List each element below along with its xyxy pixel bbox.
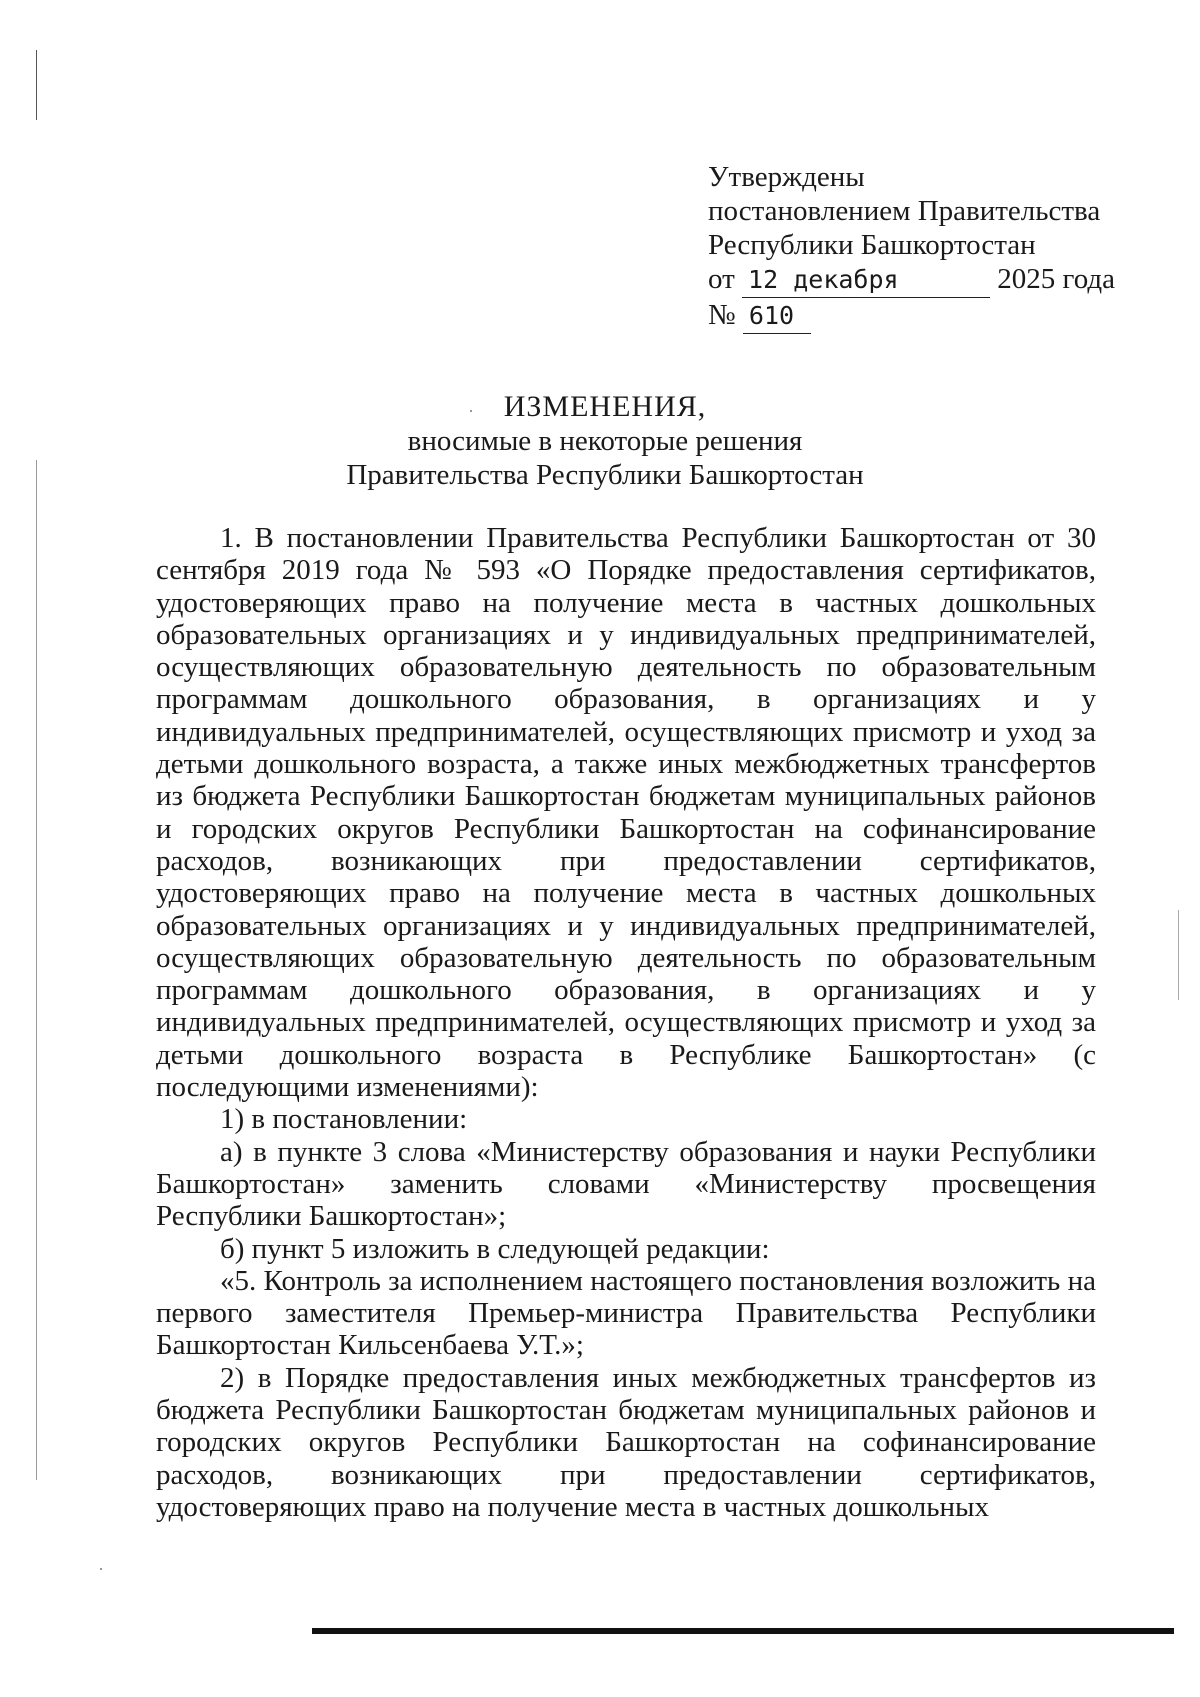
paragraph: б) пункт 5 изложить в следующей редакции: <box>220 1232 770 1265</box>
approval-line: Утверждены <box>708 161 865 193</box>
approval-block <box>708 160 1115 334</box>
document-subtitle: вносимые в некоторые решения <box>407 425 803 457</box>
approval-number <box>708 298 1115 334</box>
paragraph: «5. Контроль за исполнением настоящего постановления возложить на первого заместителя Премьер-министра Правительства Республики Башкортостан Кильсенбаева У.Т.»; <box>156 1264 1096 1362</box>
number-prefix: № <box>708 299 736 331</box>
date-fill <box>742 263 990 298</box>
number-value: 610 <box>743 299 811 334</box>
paragraph: а) в пункте 3 слова «Министерству образования и науки Республики Башкортостан» заменить словами «Министерству просвещения Республики Башкортостан»; <box>156 1135 1096 1233</box>
document-subtitle: Правительства Республики Башкортостан <box>346 459 864 491</box>
date-month: декабря <box>793 265 899 294</box>
scan-artifact-right <box>1178 910 1179 1000</box>
scan-artifact-left <box>36 460 37 1480</box>
date-year: 2025 года <box>997 263 1116 295</box>
footer-rule <box>312 1628 1174 1634</box>
paragraph: 1. В постановлении Правительства Республики Башкортостан от 30 сентября 2019 года № 593 «О Порядке предоставления сертификатов, удостоверяющих право на получение места в частных дошкольных образовательных организациях и у индивидуальных предпринимателей, осуществляющих образовательную деятельность по образовательным программам дошкольного образования, в организациях и у индивидуальных предпринимателей, осуществляющих присмотр и уход за детьми дошкольного возраста, а также иных межбюджетных трансфертов из бюджета Республики Башкортостан бюджетам муниципальных районов и городских округов Республики Башкортостан на софинансирование расходов, возникающих при предоставлении сертификатов, удостоверяющих право на получение места в частных дошкольных образовательных организациях и у индивидуальных предпринимателей, осуществляющих образовательную деятельность по образовательным программам дошкольного образования, в организациях и у индивидуальных предпринимателей, осуществляющих присмотр и уход за детьми дошкольного возраста в Республике Башкортостан» (с последующими изменениями): <box>156 522 1096 1104</box>
document-heading <box>150 390 1060 492</box>
scan-artifact-left-top <box>36 50 37 120</box>
paragraph: 1) в постановлении: <box>220 1103 468 1136</box>
approval-date <box>708 262 1115 298</box>
paragraph: 2) в Порядке предоставления иных межбюджетных трансфертов из бюджета Республики Башкортостан бюджетам муниципальных районов и городских округов Республики Башкортостан на софинансирование расходов, возникающих при предоставлении сертификатов, удостоверяющих право на получение места в частных дошкольных <box>156 1361 1096 1523</box>
document-title: ИЗМЕНЕНИЯ, <box>503 390 707 423</box>
scan-speck <box>100 1568 102 1570</box>
approval-line: Республики Башкортостан <box>708 229 1036 261</box>
document-body <box>156 522 1096 1523</box>
date-prefix: от <box>708 263 735 295</box>
date-day: 12 <box>748 265 779 294</box>
approval-line: постановлением Правительства <box>708 195 1101 227</box>
